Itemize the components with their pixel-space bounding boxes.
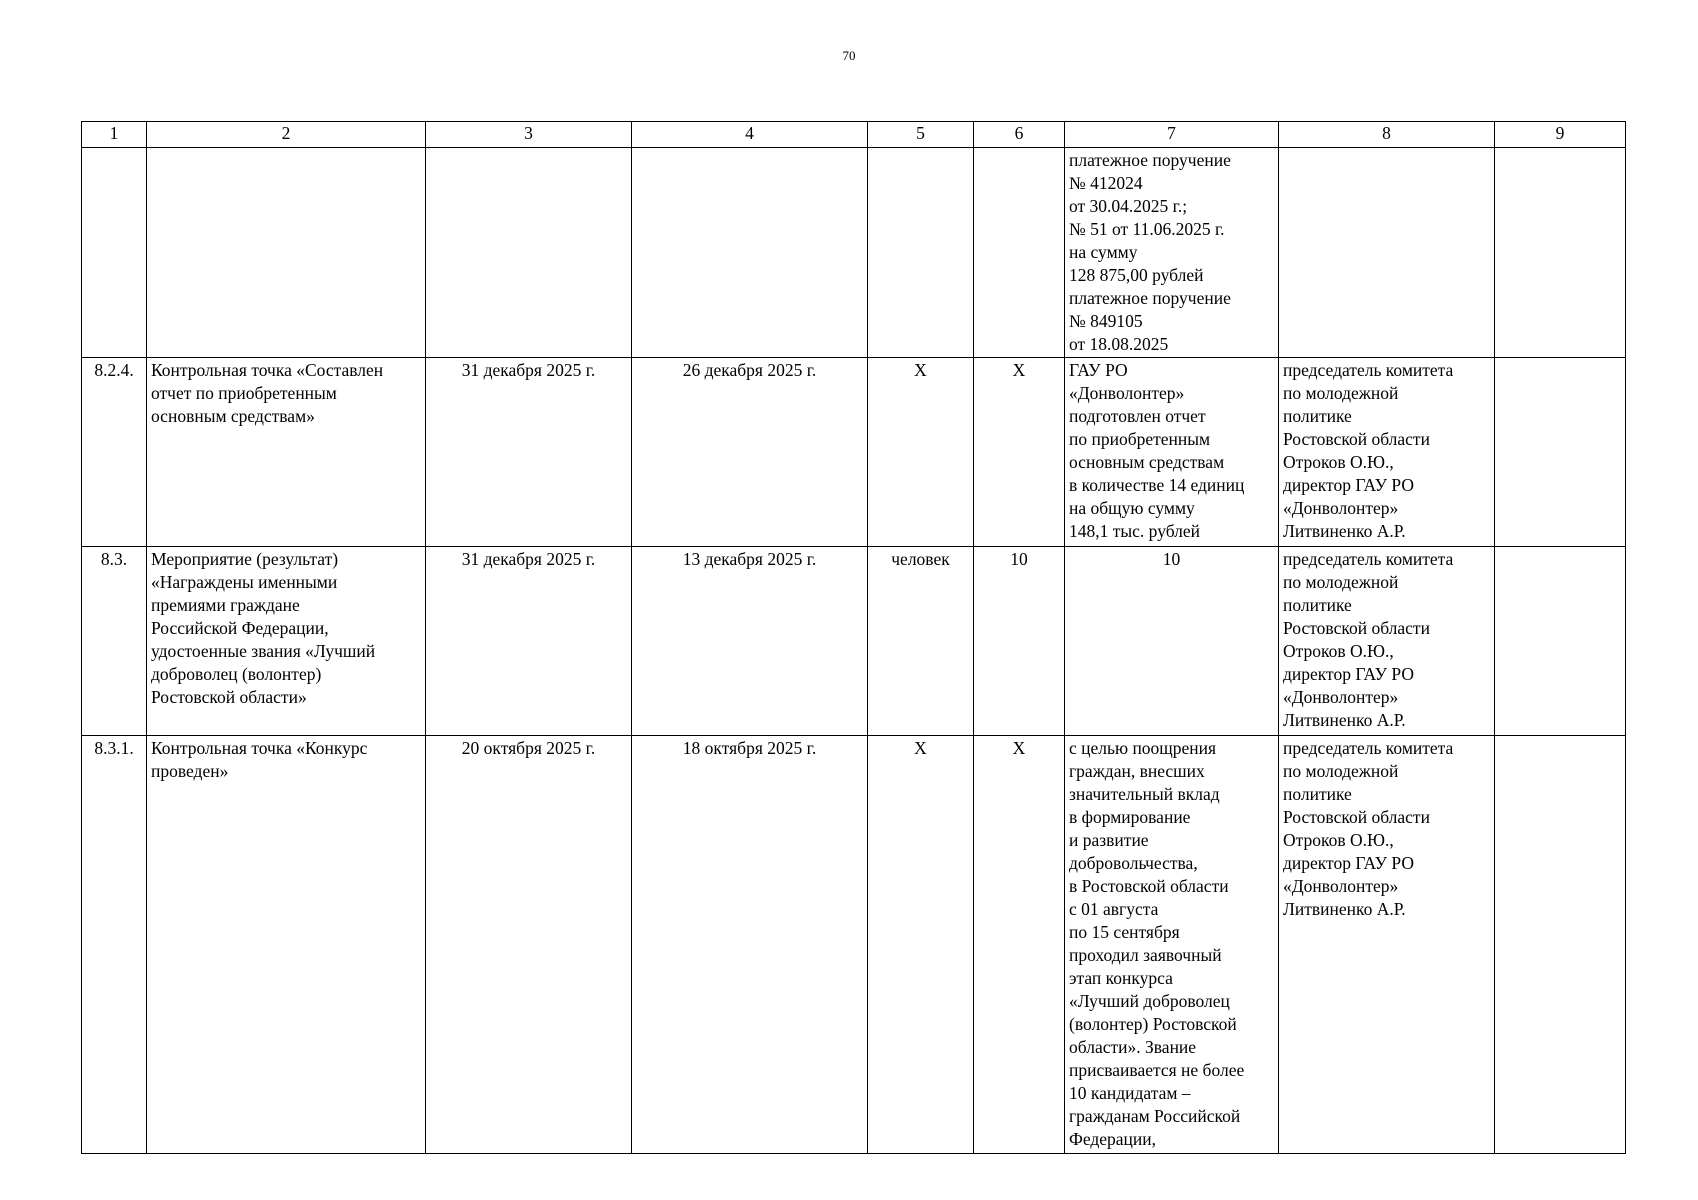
plan-value-cell: 10 bbox=[974, 547, 1065, 736]
column-header-8: 8 bbox=[1279, 122, 1495, 148]
table-row bbox=[82, 547, 1626, 736]
plan-value-cell: Х bbox=[974, 736, 1065, 1154]
row-number-cell bbox=[82, 148, 147, 358]
report-table bbox=[81, 121, 1626, 1154]
actual-date-cell: 18 октября 2025 г. bbox=[632, 736, 868, 1154]
result-cell: 10 bbox=[1065, 547, 1279, 736]
name-cell: Контрольная точка «Конкурс проведен» bbox=[147, 736, 426, 1154]
result-cell: с целью поощрения граждан, внесших значительный вклад в формирование и развитие добровольчества, в Ростовской области с 01 августа по 15 сентября проходил заявочный этап конкурса «Лучший доброволец (волонтер) Ростовской области». Звание присваивается не более 10 кандидатам – гражданам Российской Федерации, bbox=[1065, 736, 1279, 1154]
column-header-6: 6 bbox=[974, 122, 1065, 148]
note-cell bbox=[1495, 547, 1626, 736]
unit-cell: Х bbox=[868, 736, 974, 1154]
column-header-1: 1 bbox=[82, 122, 147, 148]
column-header-2: 2 bbox=[147, 122, 426, 148]
row-number-cell: 8.3.1. bbox=[82, 736, 147, 1154]
unit-cell bbox=[868, 148, 974, 358]
note-cell bbox=[1495, 358, 1626, 547]
name-cell: Мероприятие (результат) «Награждены именными премиями граждане Российской Федерации, удостоенные звания «Лучший доброволец (волонтер) Ростовской области» bbox=[147, 547, 426, 736]
column-header-4: 4 bbox=[632, 122, 868, 148]
table-row bbox=[82, 736, 1626, 1154]
plan-value-cell bbox=[974, 148, 1065, 358]
row-number-cell: 8.2.4. bbox=[82, 358, 147, 547]
unit-cell: человек bbox=[868, 547, 974, 736]
page-number: 70 bbox=[842, 48, 856, 63]
column-header-5: 5 bbox=[868, 122, 974, 148]
responsible-cell bbox=[1279, 148, 1495, 358]
column-header-7: 7 bbox=[1065, 122, 1279, 148]
responsible-cell: председатель комитета по молодежной политике Ростовской области Отроков О.Ю., директор ГАУ РО «Донволонтер» Литвиненко А.Р. bbox=[1279, 358, 1495, 547]
column-header-3: 3 bbox=[426, 122, 632, 148]
plan-value-cell: Х bbox=[974, 358, 1065, 547]
column-header-9: 9 bbox=[1495, 122, 1626, 148]
planned-date-cell: 20 октября 2025 г. bbox=[426, 736, 632, 1154]
note-cell bbox=[1495, 736, 1626, 1154]
responsible-cell: председатель комитета по молодежной политике Ростовской области Отроков О.Ю., директор ГАУ РО «Донволонтер» Литвиненко А.Р. bbox=[1279, 547, 1495, 736]
planned-date-cell: 31 декабря 2025 г. bbox=[426, 547, 632, 736]
planned-date-cell bbox=[426, 148, 632, 358]
table-row bbox=[82, 148, 1626, 358]
unit-cell: Х bbox=[868, 358, 974, 547]
responsible-cell: председатель комитета по молодежной политике Ростовской области Отроков О.Ю., директор ГАУ РО «Донволонтер» Литвиненко А.Р. bbox=[1279, 736, 1495, 1154]
header-row bbox=[82, 122, 1626, 148]
name-cell bbox=[147, 148, 426, 358]
result-cell: ГАУ РО «Донволонтер» подготовлен отчет по приобретенным основным средствам в количестве 14 единиц на общую сумму 148,1 тыс. рублей bbox=[1065, 358, 1279, 547]
actual-date-cell: 13 декабря 2025 г. bbox=[632, 547, 868, 736]
result-cell: платежное поручение № 412024 от 30.04.2025 г.; № 51 от 11.06.2025 г. на сумму 128 875,00 рублей платежное поручение № 849105 от 18.08.2025 bbox=[1065, 148, 1279, 358]
note-cell bbox=[1495, 148, 1626, 358]
row-number-cell: 8.3. bbox=[82, 547, 147, 736]
actual-date-cell bbox=[632, 148, 868, 358]
planned-date-cell: 31 декабря 2025 г. bbox=[426, 358, 632, 547]
name-cell: Контрольная точка «Составлен отчет по приобретенным основным средствам» bbox=[147, 358, 426, 547]
actual-date-cell: 26 декабря 2025 г. bbox=[632, 358, 868, 547]
table-row bbox=[82, 358, 1626, 547]
